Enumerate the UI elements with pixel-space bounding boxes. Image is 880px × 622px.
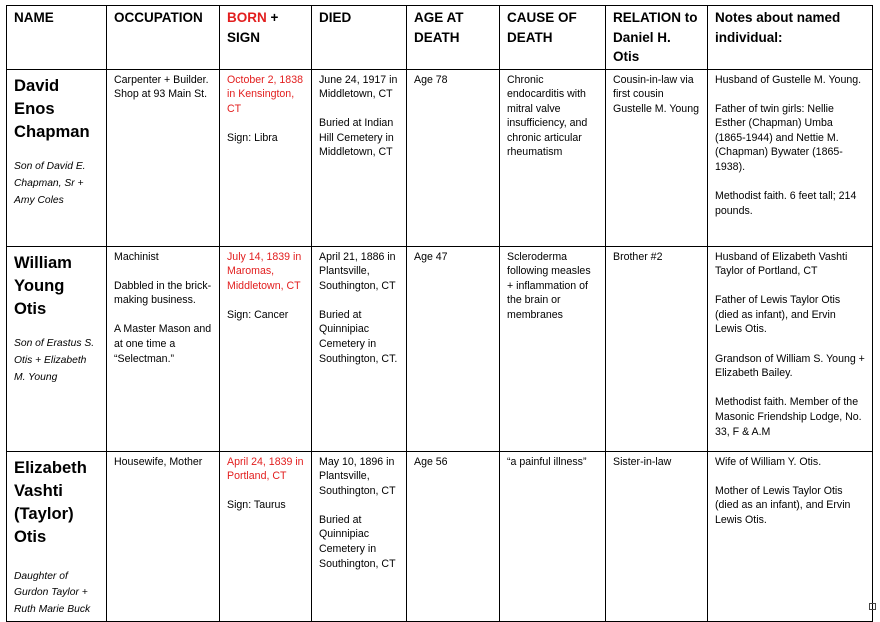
header-relation: RELATION to Daniel H. Otis (606, 6, 708, 70)
notes-cell (708, 451, 873, 622)
birth-text: April 24, 1839 in Portland, CT (227, 455, 304, 483)
age-cell: Age 56 (407, 451, 500, 622)
occupation-text: Housewife, Mother (114, 455, 203, 468)
birth-text: July 14, 1839 in Maromas, Middletown, CT (227, 250, 302, 292)
occupation-cell (107, 246, 220, 451)
name-cell (7, 69, 107, 246)
note-text: Wife of William Y. Otis. (715, 455, 822, 468)
cause-cell: Scleroderma following measles + inflammation of the brain or membranes (500, 246, 606, 451)
death-text: June 24, 1917 in Middletown, CT (319, 73, 398, 101)
relation-cell: Cousin-in-law via first cousin Gustelle M. Young (606, 69, 708, 246)
header-notes: Notes about named individual: (708, 6, 873, 70)
person-parents: Daughter of Gurdon Taylor + Ruth Marie Buck (14, 570, 91, 615)
table-row (7, 69, 873, 246)
zodiac-sign: Sign: Taurus (227, 499, 286, 512)
cause-cell: “a painful illness” (500, 451, 606, 622)
note-text: Methodist faith. 6 feet tall; 214 pounds. (715, 190, 857, 217)
occupation-text: Machinist (114, 250, 159, 263)
note-text: Mother of Lewis Taylor Otis (died as an infant), and Ervin Lewis Otis. (715, 484, 851, 526)
death-text: April 21, 1886 in Plantsville, Southington, CT (319, 250, 396, 292)
death-text: May 10, 1896 in Plantsville, Southington, CT (319, 455, 396, 497)
header-age: AGE AT DEATH (407, 6, 500, 70)
occupation-text: A Master Mason and at one time a “Selectman.” (114, 323, 212, 365)
header-sign-label: + SIGN (227, 10, 279, 45)
table-row (7, 246, 873, 451)
burial-text: Buried at Indian Hill Cemetery in Middletown, CT (319, 117, 394, 159)
born-cell (220, 451, 312, 622)
notes-cell (708, 246, 873, 451)
table-resize-handle[interactable] (869, 603, 876, 610)
died-cell (312, 69, 407, 246)
born-cell (220, 69, 312, 246)
header-born-label: BORN (227, 10, 267, 25)
burial-text: Buried at Quinnipiac Cemetery in Southington, CT (319, 513, 396, 570)
header-died: DIED (312, 6, 407, 70)
burial-text: Buried at Quinnipiac Cemetery in Southington, CT. (319, 308, 398, 365)
header-occupation: OCCUPATION (107, 6, 220, 70)
note-text: Methodist faith. Member of the Masonic Friendship Lodge, No. 33, F & A.M (715, 396, 862, 438)
header-row (7, 6, 873, 70)
occupation-text: Dabbled in the brick-making business. (114, 279, 212, 307)
person-parents: Son of Erastus S. Otis + Elizabeth M. Young (14, 338, 95, 383)
genealogy-table (6, 5, 873, 622)
notes-cell (708, 69, 873, 246)
age-cell: Age 47 (407, 246, 500, 451)
occupation-cell (107, 451, 220, 622)
age-cell: Age 78 (407, 69, 500, 246)
table-row (7, 451, 873, 622)
person-name: David Enos Chapman (14, 75, 90, 142)
header-name: NAME (7, 6, 107, 70)
born-cell (220, 246, 312, 451)
occupation-text: Carpenter + Builder. Shop at 93 Main St. (114, 73, 209, 101)
name-cell (7, 246, 107, 451)
birth-text: October 2, 1838 in Kensington, CT (227, 73, 303, 115)
note-text: Father of twin girls: Nellie Esther (Chapman) Umba (1865-1944) and Nettie M. (Chapman) Bywater (1865-1938). (715, 102, 843, 174)
header-cause: CAUSE OF DEATH (500, 6, 606, 70)
occupation-cell (107, 69, 220, 246)
header-born-sign (220, 6, 312, 70)
note-text: Father of Lewis Taylor Otis (died as infant), and Ervin Lewis Otis. (715, 294, 841, 336)
note-text: Grandson of William S. Young + Elizabeth Bailey. (715, 352, 865, 380)
cause-cell: Chronic endocarditis with mitral valve insufficiency, and chronic articular rheumatism (500, 69, 606, 246)
zodiac-sign: Sign: Libra (227, 131, 278, 144)
died-cell (312, 246, 407, 451)
person-name: William Young Otis (14, 252, 72, 319)
note-text: Husband of Elizabeth Vashti Taylor of Portland, CT (715, 250, 848, 278)
person-name: Elizabeth Vashti (Taylor) Otis (14, 457, 87, 547)
person-parents: Son of David E. Chapman, Sr + Amy Coles (14, 161, 86, 206)
died-cell (312, 451, 407, 622)
relation-cell: Brother #2 (606, 246, 708, 451)
relation-cell: Sister-in-law (606, 451, 708, 622)
zodiac-sign: Sign: Cancer (227, 308, 289, 321)
note-text: Husband of Gustelle M. Young. (715, 73, 862, 86)
name-cell (7, 451, 107, 622)
